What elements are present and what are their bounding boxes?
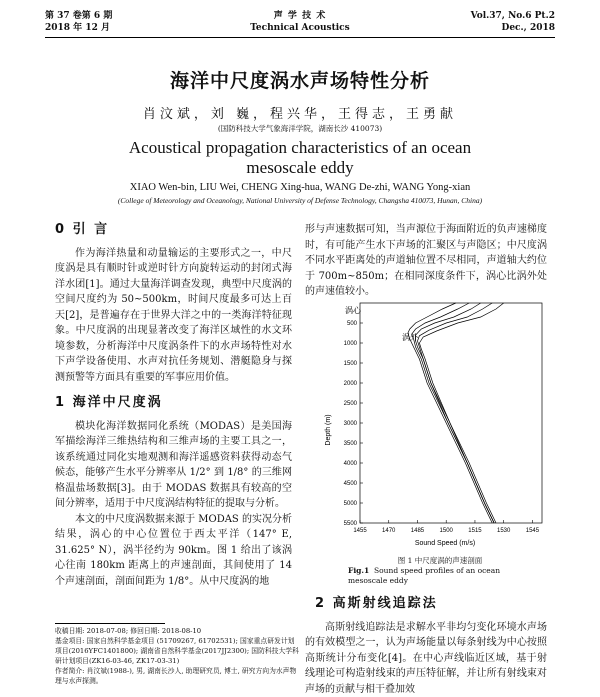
chart-series xyxy=(408,303,504,523)
footnote-rule xyxy=(55,623,165,624)
x-tick-label: 1515 xyxy=(468,528,482,534)
figure-caption xyxy=(340,556,540,586)
caption-label: Fig.1 xyxy=(348,566,369,575)
label-eddy-center: 涡心 xyxy=(345,305,362,315)
section-1-heading: 1 海洋中尺度涡 xyxy=(55,395,292,411)
y-tick-label: 1500 xyxy=(344,361,358,367)
y-axis-label: Depth (m) xyxy=(325,414,332,445)
title-chinese: 海洋中尺度涡水声场特性分析 xyxy=(0,66,600,93)
journal-volume: 第 37 卷第 6 期 2018 年 12 月 xyxy=(45,10,112,34)
x-tick-label: 1530 xyxy=(497,528,511,534)
right-paragraph: 形与声速数据可知，当声源位于海面附近的负声速梯度时，有可能产生水下声场的汇聚区与声隐区；中尺度涡不同水平距离处的声道轴位置不尽相同，声道轴大约位于 700m~850m；在相同深度条件下，涡心比涡外处的声速值较小。 xyxy=(305,222,547,300)
y-tick-label: 4500 xyxy=(344,481,358,487)
footnote-funding: 基金项目: 国家自然科学基金项目 (51709267, 61702531); 国家重点研发计划项目(2016YFC1401800); 湖南省自然科学基金(2017JJ2300); 国防科技大学科研计划项目(ZK16-03-46, ZK17-03-31) xyxy=(55,636,300,666)
x-tick-label: 1500 xyxy=(440,528,454,534)
x-tick-label: 1455 xyxy=(353,528,367,534)
authors-english: XIAO Wen-bin, LIU Wei, CHENG Xing-hua, WANG De-zhi, WANG Yong-xian xyxy=(0,182,600,193)
series-line-2 xyxy=(412,303,494,523)
section-2 xyxy=(305,596,547,697)
y-tick-label: 5000 xyxy=(344,501,358,507)
header-rule xyxy=(45,37,555,38)
y-tick-label: 4000 xyxy=(344,461,358,467)
footnote-author: 作者简介: 肖汶斌(1988-), 男, 湖南长沙人, 助理研究员, 博士, 研究方向为水声物理与水声探测。 xyxy=(55,666,300,686)
caption-chinese: 图 1 中尺度涡的声速剖面 xyxy=(340,556,540,566)
affiliation-english: (College of Meteorology and Oceanology, National University of Defense Technology, Changsha 410073, Hunan, China) xyxy=(0,196,600,205)
section-0-heading: 0 引 言 xyxy=(55,222,292,238)
chart-axes xyxy=(344,303,542,534)
footnote xyxy=(55,626,300,686)
x-axis-label: Sound Speed (m/s) xyxy=(415,540,475,547)
plot-frame xyxy=(360,303,542,523)
affiliation-chinese: (国防科技大学气象海洋学院，湖南长沙 410073) xyxy=(0,123,600,134)
y-tick-label: 5500 xyxy=(344,521,358,527)
y-tick-label: 2000 xyxy=(344,381,358,387)
series-line-1 xyxy=(408,303,492,523)
section-2-paragraph: 高斯射线追踪法是求解水平非均匀变化环境水声场的有效模型之一，认为声场能量以每条射线为中心按照高斯统计分布变化[4]。在中心声线临近区域，基于射线理论可构造射线束的声压特征解，并让所有射线束对声场的贡献与相干叠加效 xyxy=(305,620,547,697)
section-1-paragraph-1: 模块化海洋数据同化系统（MODAS）是美国海军描绘海洋三维热结构和三维声场的主要工具之一，该系统通过同化实地观测和海洋遥感资料获得动态气候态，能够产生水平分辨率从 1/2° 到 1/8° 的三维网格温盐场数据[3]。由于 MODAS 数据具有较高的空间分辨率，适用于中尺度涡结构特征的提取与分析。 xyxy=(55,419,292,512)
y-tick-label: 500 xyxy=(347,321,358,327)
journal-name: 声 学 技 术 Technical Acoustics xyxy=(45,10,555,34)
series-line-3 xyxy=(416,303,495,523)
y-tick-label: 3000 xyxy=(344,421,358,427)
journal-issue: Vol.37, No.6 Pt.2 Dec., 2018 xyxy=(471,10,555,34)
section-0-paragraph: 作为海洋热量和动量输运的主要形式之一，中尺度涡是具有顺时针或逆时针方向旋转运动的封闭式海洋水团[1]。通过大量海洋调查发现，典型中尺度涡的空间尺度约为 50~500km，时间尺度最多可达上百天[2]，是普遍存在于世界大洋之中的一类海洋特征现象。中尺度涡的出现显著改变了海洋区域性的水文环境参数，分析海洋中尺度涡条件下的水声场特性对水下声学设备使用、水声对抗任务规划、潜艇隐身与探测预警等方面具有重要的军事应用价值。 xyxy=(55,246,292,386)
caption-text: Sound speed profiles of an ocean mesoscale eddy xyxy=(348,566,500,585)
y-tick-label: 3500 xyxy=(344,441,358,447)
section-2-heading: 2 高斯射线追踪法 xyxy=(315,596,547,612)
series-line-4 xyxy=(418,303,495,523)
label-eddy-outside: 涡外 xyxy=(402,332,419,342)
sound-speed-chart xyxy=(320,295,550,550)
footnote-received: 收稿日期: 2018-07-08; 修回日期: 2018-08-10 xyxy=(55,626,300,636)
y-tick-label: 1000 xyxy=(344,341,358,347)
y-tick-label: 2500 xyxy=(344,401,358,407)
left-column xyxy=(55,222,292,589)
authors-chinese: 肖汶斌，刘 巍，程兴华，王得志，王勇献 xyxy=(0,103,600,122)
caption-english xyxy=(340,566,540,586)
title-english: Acoustical propagation characteristics of an ocean mesoscale eddy xyxy=(100,138,500,178)
series-line-5 xyxy=(419,303,503,523)
x-tick-label: 1470 xyxy=(382,528,396,534)
x-tick-label: 1485 xyxy=(411,528,425,534)
running-header xyxy=(45,10,555,40)
right-column-top xyxy=(305,222,547,300)
x-tick-label: 1545 xyxy=(526,528,540,534)
section-1-paragraph-2: 本文的中尺度涡数据来源于 MODAS 的实况分析结果，涡心的中心位置位于西太平洋（147° E, 31.625° N），涡半径约为 90km。图 1 给出了该涡心往南 180km 距离上的声速剖面，其间使用了 14 个声速剖面，剖面间距为 1/8°。从中尺度涡的地 xyxy=(55,512,292,590)
